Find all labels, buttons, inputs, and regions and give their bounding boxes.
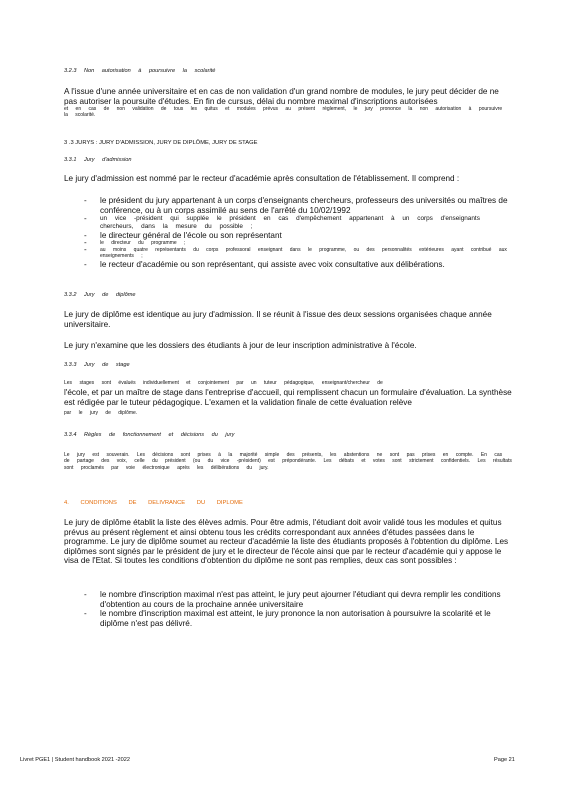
paragraph-jury-diplome: Le jury de diplôme est identique au jury d'admission. Il se réunit à l'issue des deux sessions organisées chaque année universitaire. xyxy=(64,310,492,329)
paragraph-jury-stage-end: par le jury de diplôme. xyxy=(64,410,138,416)
paragraph-non-autorisation-cont: et en cas de non validation de tous les quitus et modules prévus au présent règlement, le jury prononce la non autorisation à poursuivre la scolarité. xyxy=(64,106,503,119)
subsection-heading-3-3-3: 3.3.3 Jury de stage xyxy=(64,362,130,368)
subsection-heading-3-3-4: 3.3.4 Règles de fonctionnement et décisions du jury xyxy=(64,432,235,438)
list-item: - le directeur du programme ; xyxy=(64,240,512,246)
paragraph-conditions-delivrance: Le jury de diplôme établit la liste des élèves admis. Pour être admis, l'étudiant doit avoir validé tous les modules et quitus prévus au présent règlement et ainsi obtenu tous les crédits correspondant aux années d'études passées dans le programme. Le jury de diplôme soumet au recteur d'académie la liste des étudiants proposés à l'obtention du diplôme. Les diplômes sont signés par le président de jury et le directeur de l'école ainsi que par le recteur d'académie qui y appose le visa de l'Etat. Si toutes les conditions d'obtention du diplôme ne sont pas remplies, deux cas sont possibles : xyxy=(64,518,509,566)
subsection-heading-3-3-2: 3.3.2 Jury de diplôme xyxy=(64,292,136,298)
footer-page-number: Page 21 xyxy=(494,757,515,763)
section-heading-3-3: 3 .3 JURYS : JURY D'ADMISSION, JURY DE DIPLÔME, JURY DE STAGE xyxy=(64,140,258,146)
paragraph-jury-stage: l'école, et par un maître de stage dans l'entreprise d'accueil, qui remplissent chacun un formulaire d'évaluation. La synthèse est rédigée par le tuteur pédagogique. L'examen et la validation finale de cette évaluation relève xyxy=(64,388,512,407)
subsection-heading-3-3-1: 3.3.1 Jury d'admission xyxy=(64,157,132,163)
list-item: - le président du jury appartenant à un corps d'enseignants chercheurs, professeurs des universités ou maîtres de conférence, ou à un corps assimilé au sens de l'arrêté du 10/02/1992 xyxy=(64,196,512,215)
paragraph-non-autorisation: A l'issue d'une année universitaire et en cas de non validation d'un grand nombre de modules, le jury peut décider de ne pas autoriser la poursuite d'études. En fin de cursus, délai du nombre maximal d'inscriptions autorisées xyxy=(64,87,499,106)
paragraph-regles-fonctionnement: Le jury est souverain. Les décisions sont prises à la majorité simple des présents, les abstentions ne sont pas prises en compte. En cas de partage des voix, celle du président (ou du vice -président) est prépondérante. Les débats et votes sont strictement confidentiels. Les résultats sont proclamés par voie électronique après les délibérations du jury. xyxy=(64,452,512,471)
paragraph-jury-admission-intro: Le jury d'admission est nommé par le recteur d'académie après consultation de l'établissement. Il comprend : xyxy=(64,174,460,183)
list-item: - au moins quatre représentants du corps professoral enseignant dans le programme, ou des personnalités extérieures ayant contribué aux enseignements ; xyxy=(64,247,512,260)
conditions-list xyxy=(64,590,512,628)
paragraph-jury-dossiers: Le jury n'examine que les dossiers des étudiants à jour de leur inscription administrative à l'école. xyxy=(64,341,417,350)
list-item: - le directeur général de l'école ou son représentant xyxy=(64,231,512,241)
jury-admission-list xyxy=(64,196,512,269)
subsection-heading-3-2-3: 3.2.3 Non autorisation à poursuivre la scolarité xyxy=(64,68,216,74)
section-heading-4: 4. CONDITIONS DE DELIVRANCE DU DIPLOME xyxy=(64,500,243,506)
paragraph-jury-stage-start: Les stages sont évalués individuellement et conjointement par un tuteur pédagogique, enseignant/chercheur de xyxy=(64,380,383,386)
list-item: - un vice -président qui supplée le président en cas d'empêchement appartenant à un corps d'enseignants chercheurs, dans la mesure du possible ; xyxy=(64,215,512,231)
list-item: - le recteur d'académie ou son représentant, qui assiste avec voix consultative aux délibérations. xyxy=(64,260,512,270)
list-item: - le nombre d'inscription maximal est atteint, le jury prononce la non autorisation à poursuivre la scolarité et le diplôme n'est pas délivré. xyxy=(64,609,512,628)
footer-handbook-title: Livret PGE1 | Student handbook 2021 -2022 xyxy=(20,757,130,763)
list-item: - le nombre d'inscription maximal n'est pas atteint, le jury peut ajourner l'étudiant qui devra remplir les conditions d'obtention au cours de la prochaine année universitaire xyxy=(64,590,512,609)
